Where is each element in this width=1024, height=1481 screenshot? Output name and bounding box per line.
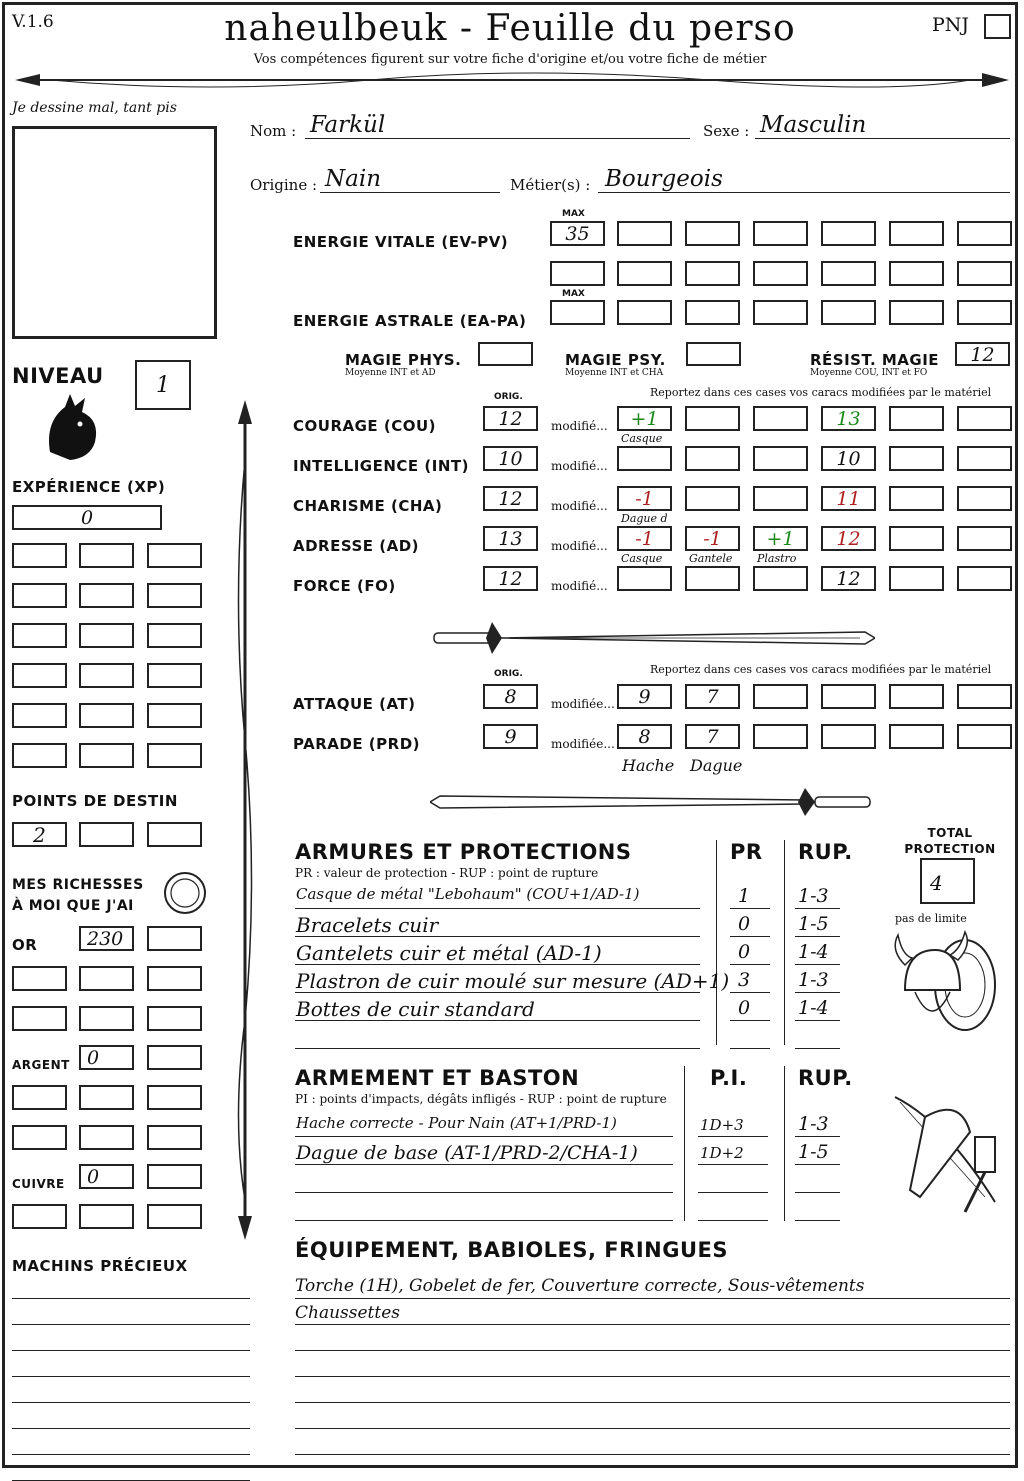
pnj-label: PNJ bbox=[932, 14, 970, 36]
ea-box[interactable] bbox=[685, 300, 740, 325]
sword-2-icon bbox=[430, 782, 875, 822]
armor-name[interactable]: Casque de métal "Lebohaum" (COU+1/AD-1) bbox=[296, 885, 640, 903]
stat-mod-box[interactable] bbox=[889, 486, 944, 511]
combat-box[interactable] bbox=[889, 684, 944, 709]
money-box[interactable] bbox=[79, 966, 134, 991]
at-orig-box[interactable]: 8 bbox=[483, 684, 538, 709]
money-box[interactable] bbox=[79, 1125, 134, 1150]
xp-box[interactable]: 0 bbox=[12, 505, 162, 530]
metier-value[interactable]: Bourgeois bbox=[605, 166, 723, 192]
coin-icon bbox=[162, 870, 208, 916]
armor-name[interactable]: Plastron de cuir moulé sur mesure (AD+1) bbox=[296, 969, 730, 993]
stat-mod-note: Casque bbox=[621, 552, 663, 565]
stat-mod-box[interactable]: 11 bbox=[821, 486, 876, 511]
ev-box[interactable] bbox=[685, 261, 740, 286]
weapon2-note: Dague bbox=[690, 756, 743, 775]
armor-pr[interactable]: 1 bbox=[738, 885, 751, 907]
money-box[interactable] bbox=[79, 1085, 134, 1110]
at-mod-2[interactable]: 7 bbox=[685, 684, 740, 709]
sexe-label: Sexe : bbox=[703, 122, 750, 140]
at-mod-1[interactable]: 9 bbox=[617, 684, 672, 709]
stat-mod-box[interactable]: 13 bbox=[821, 406, 876, 431]
spear-divider-icon bbox=[10, 66, 1014, 96]
equipment-line[interactable] bbox=[295, 1324, 1010, 1325]
nom-label: Nom : bbox=[250, 122, 297, 140]
stats-report-note: Reportez dans ces cases vos caracs modifiées par le matériel bbox=[650, 386, 992, 399]
armor-line bbox=[295, 1048, 700, 1049]
stat-mod-box[interactable]: -1 bbox=[617, 486, 672, 511]
stat-mod-note: Casque bbox=[621, 432, 663, 445]
machins-line[interactable] bbox=[12, 1376, 250, 1377]
weapon-line bbox=[295, 1192, 673, 1193]
stat-mod-box[interactable] bbox=[889, 526, 944, 551]
origine-label: Origine : bbox=[250, 176, 318, 194]
metier-label: Métier(s) : bbox=[510, 176, 591, 194]
weapon-name[interactable]: Hache correcte - Pour Nain (AT+1/PRD-1) bbox=[296, 1114, 617, 1132]
weapon-line bbox=[295, 1136, 673, 1137]
ev-box[interactable] bbox=[753, 261, 808, 286]
combat-box[interactable] bbox=[957, 684, 1012, 709]
stat-mod-box[interactable]: -1 bbox=[685, 526, 740, 551]
armor-name[interactable]: Bracelets cuir bbox=[296, 913, 439, 937]
weapon-name[interactable]: Dague de base (AT-1/PRD-2/CHA-1) bbox=[296, 1142, 638, 1164]
equipment-line[interactable] bbox=[295, 1428, 1010, 1429]
armor-line bbox=[730, 1048, 770, 1049]
stat-mod-box[interactable] bbox=[889, 566, 944, 591]
xp-grid-box[interactable] bbox=[147, 743, 202, 768]
stat-modif-label: modifié... bbox=[551, 499, 608, 513]
stat-mod-box[interactable] bbox=[957, 406, 1012, 431]
stat-mod-box[interactable] bbox=[753, 486, 808, 511]
armor-sub: PR : valeur de protection - RUP : point de rupture bbox=[295, 866, 599, 880]
version-label: V.1.6 bbox=[12, 12, 54, 32]
money-box[interactable] bbox=[12, 966, 67, 991]
money-box[interactable] bbox=[12, 1006, 67, 1031]
stat-mod-box[interactable]: 12 bbox=[821, 526, 876, 551]
equipment-line-1[interactable]: Torche (1H), Gobelet de fer, Couverture correcte, Sous-vêtements bbox=[295, 1276, 865, 1296]
stat-mod-box[interactable]: -1 bbox=[617, 526, 672, 551]
stat-mod-box[interactable] bbox=[957, 526, 1012, 551]
equipment-line[interactable] bbox=[295, 1298, 1010, 1299]
machins-line[interactable] bbox=[12, 1454, 250, 1455]
helmet-shield-icon bbox=[890, 930, 1000, 1035]
ev-box[interactable] bbox=[821, 221, 876, 246]
combat-box[interactable] bbox=[753, 684, 808, 709]
at-label: ATTAQUE (AT) bbox=[293, 695, 416, 713]
pnj-checkbox[interactable] bbox=[984, 14, 1011, 39]
stat-mod-box[interactable] bbox=[617, 446, 672, 471]
equipment-line[interactable] bbox=[295, 1350, 1010, 1351]
armor-line bbox=[730, 992, 770, 993]
prd-mod-2[interactable]: 7 bbox=[685, 724, 740, 749]
machins-line[interactable] bbox=[12, 1298, 250, 1299]
richesses-label-1: MES RICHESSES bbox=[12, 877, 144, 893]
stat-mod-box[interactable]: +1 bbox=[617, 406, 672, 431]
page-subtitle: Vos compétences figurent sur votre fiche d'origine et/ou votre fiche de métier bbox=[253, 52, 767, 67]
stat-modif-label: modifié... bbox=[551, 419, 608, 433]
weapon-line bbox=[698, 1136, 768, 1137]
destin-label: POINTS DE DESTIN bbox=[12, 792, 178, 810]
armor-line bbox=[730, 964, 770, 965]
combat-box[interactable] bbox=[957, 724, 1012, 749]
magie-psy-sub: Moyenne INT et CHA bbox=[565, 368, 664, 378]
prd-modif-label: modifiée... bbox=[551, 737, 615, 751]
or-label: OR bbox=[12, 936, 38, 954]
machins-line[interactable] bbox=[12, 1402, 250, 1403]
origine-value[interactable]: Nain bbox=[325, 166, 382, 192]
money-box[interactable] bbox=[147, 1006, 202, 1031]
ev-label: ENERGIE VITALE (EV-PV) bbox=[293, 233, 509, 251]
weapons-rup-header: RUP. bbox=[798, 1066, 853, 1090]
xp-grid-box[interactable] bbox=[12, 623, 67, 648]
stat-mod-box[interactable] bbox=[957, 446, 1012, 471]
weapon-line bbox=[795, 1136, 840, 1137]
xp-grid-box[interactable] bbox=[12, 583, 67, 608]
xp-grid-box[interactable] bbox=[79, 623, 134, 648]
resist-magie-label: RÉSIST. MAGIE bbox=[810, 351, 940, 369]
xp-grid-box[interactable] bbox=[12, 663, 67, 688]
weapon-rup[interactable]: 1-3 bbox=[798, 1113, 829, 1135]
money-box[interactable] bbox=[79, 1204, 134, 1229]
armor-rup[interactable]: 1-4 bbox=[798, 997, 829, 1019]
weapon-line bbox=[795, 1164, 840, 1165]
magie-psy-box[interactable] bbox=[686, 342, 741, 366]
stats-orig-label: ORIG. bbox=[494, 392, 523, 402]
ea-box[interactable] bbox=[753, 300, 808, 325]
cuivre-box-2[interactable] bbox=[147, 1164, 202, 1189]
armor-line bbox=[730, 908, 770, 909]
argent-box-2[interactable] bbox=[147, 1045, 202, 1070]
stat-mod-box[interactable] bbox=[753, 566, 808, 591]
xp-grid-box[interactable] bbox=[79, 543, 134, 568]
stat-mod-box[interactable] bbox=[685, 406, 740, 431]
ev-box[interactable] bbox=[821, 261, 876, 286]
weapon-line bbox=[698, 1220, 768, 1221]
portrait-caption: Je dessine mal, tant pis bbox=[12, 100, 177, 116]
armor-pr[interactable]: 0 bbox=[738, 941, 751, 963]
xp-grid-box[interactable] bbox=[147, 623, 202, 648]
stat-label: COURAGE (COU) bbox=[293, 417, 437, 435]
armor-name[interactable]: Bottes de cuir standard bbox=[296, 997, 535, 1021]
xp-grid-box[interactable] bbox=[147, 703, 202, 728]
equipment-line-2[interactable]: Chaussettes bbox=[295, 1303, 400, 1323]
resist-magie-box[interactable]: 12 bbox=[955, 342, 1010, 366]
total-label-2: PROTECTION bbox=[904, 842, 996, 856]
armor-rup[interactable]: 1-3 bbox=[798, 969, 829, 991]
machins-line[interactable] bbox=[12, 1324, 250, 1325]
total-label-1: TOTAL bbox=[927, 826, 973, 840]
at-modif-label: modifiée... bbox=[551, 697, 615, 711]
nom-value[interactable]: Farkül bbox=[310, 112, 386, 138]
sexe-value[interactable]: Masculin bbox=[760, 112, 867, 138]
armor-pr-header: PR bbox=[730, 840, 763, 864]
sword-icon bbox=[430, 618, 875, 658]
money-box[interactable] bbox=[147, 1085, 202, 1110]
armor-line bbox=[795, 908, 840, 909]
equipment-line[interactable] bbox=[295, 1402, 1010, 1403]
weapons-pi-header: P.I. bbox=[710, 1066, 748, 1090]
stat-mod-box[interactable] bbox=[753, 406, 808, 431]
stat-mod-box[interactable] bbox=[889, 446, 944, 471]
stat-mod-note: Gantele bbox=[689, 552, 733, 565]
stat-label: FORCE (FO) bbox=[293, 577, 396, 595]
weapon-pi[interactable]: 1D+3 bbox=[700, 1116, 744, 1134]
xp-grid-box[interactable] bbox=[147, 543, 202, 568]
ea-box[interactable] bbox=[821, 300, 876, 325]
armor-name[interactable]: Gantelets cuir et métal (AD-1) bbox=[296, 941, 602, 965]
weapon-line bbox=[295, 1164, 673, 1165]
resist-magie-sub: Moyenne COU, INT et FO bbox=[810, 368, 928, 378]
armor-line bbox=[295, 908, 700, 909]
xp-grid-box[interactable] bbox=[12, 543, 67, 568]
xp-label: EXPÉRIENCE (XP) bbox=[12, 478, 166, 496]
combat-box[interactable] bbox=[821, 684, 876, 709]
armor-pr[interactable]: 3 bbox=[738, 969, 751, 991]
stat-mod-box[interactable] bbox=[889, 406, 944, 431]
xp-grid-box[interactable] bbox=[12, 703, 67, 728]
stat-mod-box[interactable] bbox=[957, 566, 1012, 591]
money-box[interactable] bbox=[147, 966, 202, 991]
xp-grid-box[interactable] bbox=[79, 743, 134, 768]
combat-box[interactable] bbox=[889, 724, 944, 749]
stat-orig-box[interactable]: 12 bbox=[483, 406, 538, 431]
armor-rup[interactable]: 1-4 bbox=[798, 941, 829, 963]
ev-box[interactable] bbox=[753, 221, 808, 246]
combat-box[interactable] bbox=[821, 724, 876, 749]
ev-box[interactable] bbox=[685, 221, 740, 246]
xp-grid-box[interactable] bbox=[79, 703, 134, 728]
machins-label: MACHINS PRÉCIEUX bbox=[12, 1257, 188, 1275]
ev-box[interactable] bbox=[617, 261, 672, 286]
prd-label: PARADE (PRD) bbox=[293, 735, 421, 753]
dragon-icon bbox=[40, 392, 105, 464]
armor-rup-header: RUP. bbox=[798, 840, 853, 864]
stat-mod-box[interactable] bbox=[753, 446, 808, 471]
weapon-line bbox=[698, 1192, 768, 1193]
armor-title: ARMURES ET PROTECTIONS bbox=[295, 840, 632, 864]
argent-box[interactable]: 0 bbox=[79, 1045, 134, 1070]
combat-report-note: Reportez dans ces cases vos caracs modifiées par le matériel bbox=[650, 663, 992, 676]
armor-pr[interactable]: 0 bbox=[738, 997, 751, 1019]
armor-line bbox=[795, 1048, 840, 1049]
magie-phys-label: MAGIE PHYS. bbox=[345, 351, 462, 369]
ev-max-box[interactable]: 35 bbox=[550, 221, 605, 246]
page-title: naheulbeuk - Feuille du perso bbox=[224, 8, 796, 49]
portrait-box[interactable] bbox=[12, 126, 217, 339]
stat-label: CHARISME (CHA) bbox=[293, 497, 443, 515]
equipment-title: ÉQUIPEMENT, BABIOLES, FRINGUES bbox=[295, 1238, 728, 1262]
xp-grid-box[interactable] bbox=[79, 663, 134, 688]
niveau-box[interactable]: 1 bbox=[135, 360, 191, 410]
stat-orig-box[interactable]: 10 bbox=[483, 446, 538, 471]
stat-mod-note: Dague d bbox=[621, 512, 668, 525]
stat-label: INTELLIGENCE (INT) bbox=[293, 457, 469, 475]
xp-grid-box[interactable] bbox=[147, 663, 202, 688]
stat-modif-label: modifié... bbox=[551, 539, 608, 553]
machins-line[interactable] bbox=[12, 1428, 250, 1429]
ea-max-box[interactable] bbox=[550, 300, 605, 325]
weapon-line bbox=[795, 1192, 840, 1193]
ea-box[interactable] bbox=[889, 300, 944, 325]
stat-mod-box[interactable] bbox=[685, 566, 740, 591]
weapon-rup[interactable]: 1-5 bbox=[798, 1141, 829, 1163]
argent-label: ARGENT bbox=[12, 1058, 70, 1072]
stat-label: ADRESSE (AD) bbox=[293, 537, 420, 555]
magie-phys-sub: Moyenne INT et AD bbox=[345, 368, 436, 378]
stat-mod-note: Plastro bbox=[757, 552, 797, 565]
armor-pr[interactable]: 0 bbox=[738, 913, 751, 935]
xp-grid-box[interactable] bbox=[147, 583, 202, 608]
ev-box[interactable] bbox=[957, 261, 1012, 286]
weapons-title: ARMEMENT ET BASTON bbox=[295, 1066, 580, 1090]
machins-line[interactable] bbox=[12, 1350, 250, 1351]
or-box[interactable]: 230 bbox=[79, 926, 134, 951]
ea-max-label: MAX bbox=[562, 289, 585, 299]
armor-rup[interactable]: 1-5 bbox=[798, 913, 829, 935]
weapons-sub: PI : points d'impacts, dégâts infligés - RUP : point de rupture bbox=[295, 1092, 667, 1106]
ea-label: ENERGIE ASTRALE (EA-PA) bbox=[293, 312, 527, 330]
prd-orig-box[interactable]: 9 bbox=[483, 724, 538, 749]
magie-phys-box[interactable] bbox=[478, 342, 533, 366]
armor-line bbox=[730, 936, 770, 937]
ev-box[interactable] bbox=[957, 221, 1012, 246]
destin-box-3[interactable] bbox=[147, 822, 202, 847]
stat-mod-box[interactable] bbox=[617, 566, 672, 591]
money-box[interactable] bbox=[12, 1085, 67, 1110]
ev-box[interactable] bbox=[889, 221, 944, 246]
equipment-line[interactable] bbox=[295, 1454, 1010, 1455]
money-box[interactable] bbox=[79, 1006, 134, 1031]
weapon-line bbox=[698, 1164, 768, 1165]
cuivre-box[interactable]: 0 bbox=[79, 1164, 134, 1189]
weapon-line bbox=[795, 1220, 840, 1221]
armor-line bbox=[795, 1020, 840, 1021]
niveau-label: NIVEAU bbox=[12, 364, 104, 388]
total-protection-box[interactable]: 4 bbox=[920, 858, 975, 904]
stat-modif-label: modifié... bbox=[551, 459, 608, 473]
weapon-pi[interactable]: 1D+2 bbox=[700, 1144, 744, 1162]
stat-mod-box[interactable]: +1 bbox=[753, 526, 808, 551]
armor-line bbox=[730, 1020, 770, 1021]
weapons-icon bbox=[885, 1092, 1005, 1217]
ev-box[interactable] bbox=[889, 261, 944, 286]
destin-box-1[interactable]: 2 bbox=[12, 822, 67, 847]
ea-box[interactable] bbox=[957, 300, 1012, 325]
ea-box[interactable] bbox=[617, 300, 672, 325]
stat-modif-label: modifié... bbox=[551, 579, 608, 593]
money-box[interactable] bbox=[12, 1125, 67, 1150]
armor-line bbox=[795, 992, 840, 993]
richesses-label-2: À MOI QUE J'AI bbox=[12, 898, 134, 914]
stat-mod-box[interactable]: 12 bbox=[821, 566, 876, 591]
ev-max-label: MAX bbox=[562, 209, 585, 219]
money-box[interactable] bbox=[12, 1204, 67, 1229]
staff-icon bbox=[230, 400, 260, 1240]
stat-orig-box[interactable]: 13 bbox=[483, 526, 538, 551]
stat-mod-box[interactable] bbox=[685, 486, 740, 511]
xp-grid-box[interactable] bbox=[12, 743, 67, 768]
ev-box[interactable] bbox=[550, 261, 605, 286]
money-box[interactable] bbox=[147, 1204, 202, 1229]
combat-box[interactable] bbox=[753, 724, 808, 749]
magie-psy-label: MAGIE PSY. bbox=[565, 351, 666, 369]
armor-line bbox=[795, 964, 840, 965]
armor-line bbox=[795, 936, 840, 937]
armor-rup[interactable]: 1-3 bbox=[798, 885, 829, 907]
money-box[interactable] bbox=[147, 1125, 202, 1150]
combat-orig-label: ORIG. bbox=[494, 669, 523, 679]
equipment-line[interactable] bbox=[295, 1376, 1010, 1377]
stat-orig-box[interactable]: 12 bbox=[483, 486, 538, 511]
ev-box[interactable] bbox=[617, 221, 672, 246]
xp-grid-box[interactable] bbox=[79, 583, 134, 608]
stat-orig-box[interactable]: 12 bbox=[483, 566, 538, 591]
stat-mod-box[interactable]: 10 bbox=[821, 446, 876, 471]
destin-box-2[interactable] bbox=[79, 822, 134, 847]
stat-mod-box[interactable] bbox=[957, 486, 1012, 511]
cuivre-label: CUIVRE bbox=[12, 1177, 65, 1191]
weapon1-note: Hache bbox=[622, 756, 675, 775]
limit-note: pas de limite bbox=[895, 912, 967, 925]
weapon-line bbox=[295, 1220, 673, 1221]
prd-mod-1[interactable]: 8 bbox=[617, 724, 672, 749]
or-box-2[interactable] bbox=[147, 926, 202, 951]
stat-mod-box[interactable] bbox=[685, 446, 740, 471]
